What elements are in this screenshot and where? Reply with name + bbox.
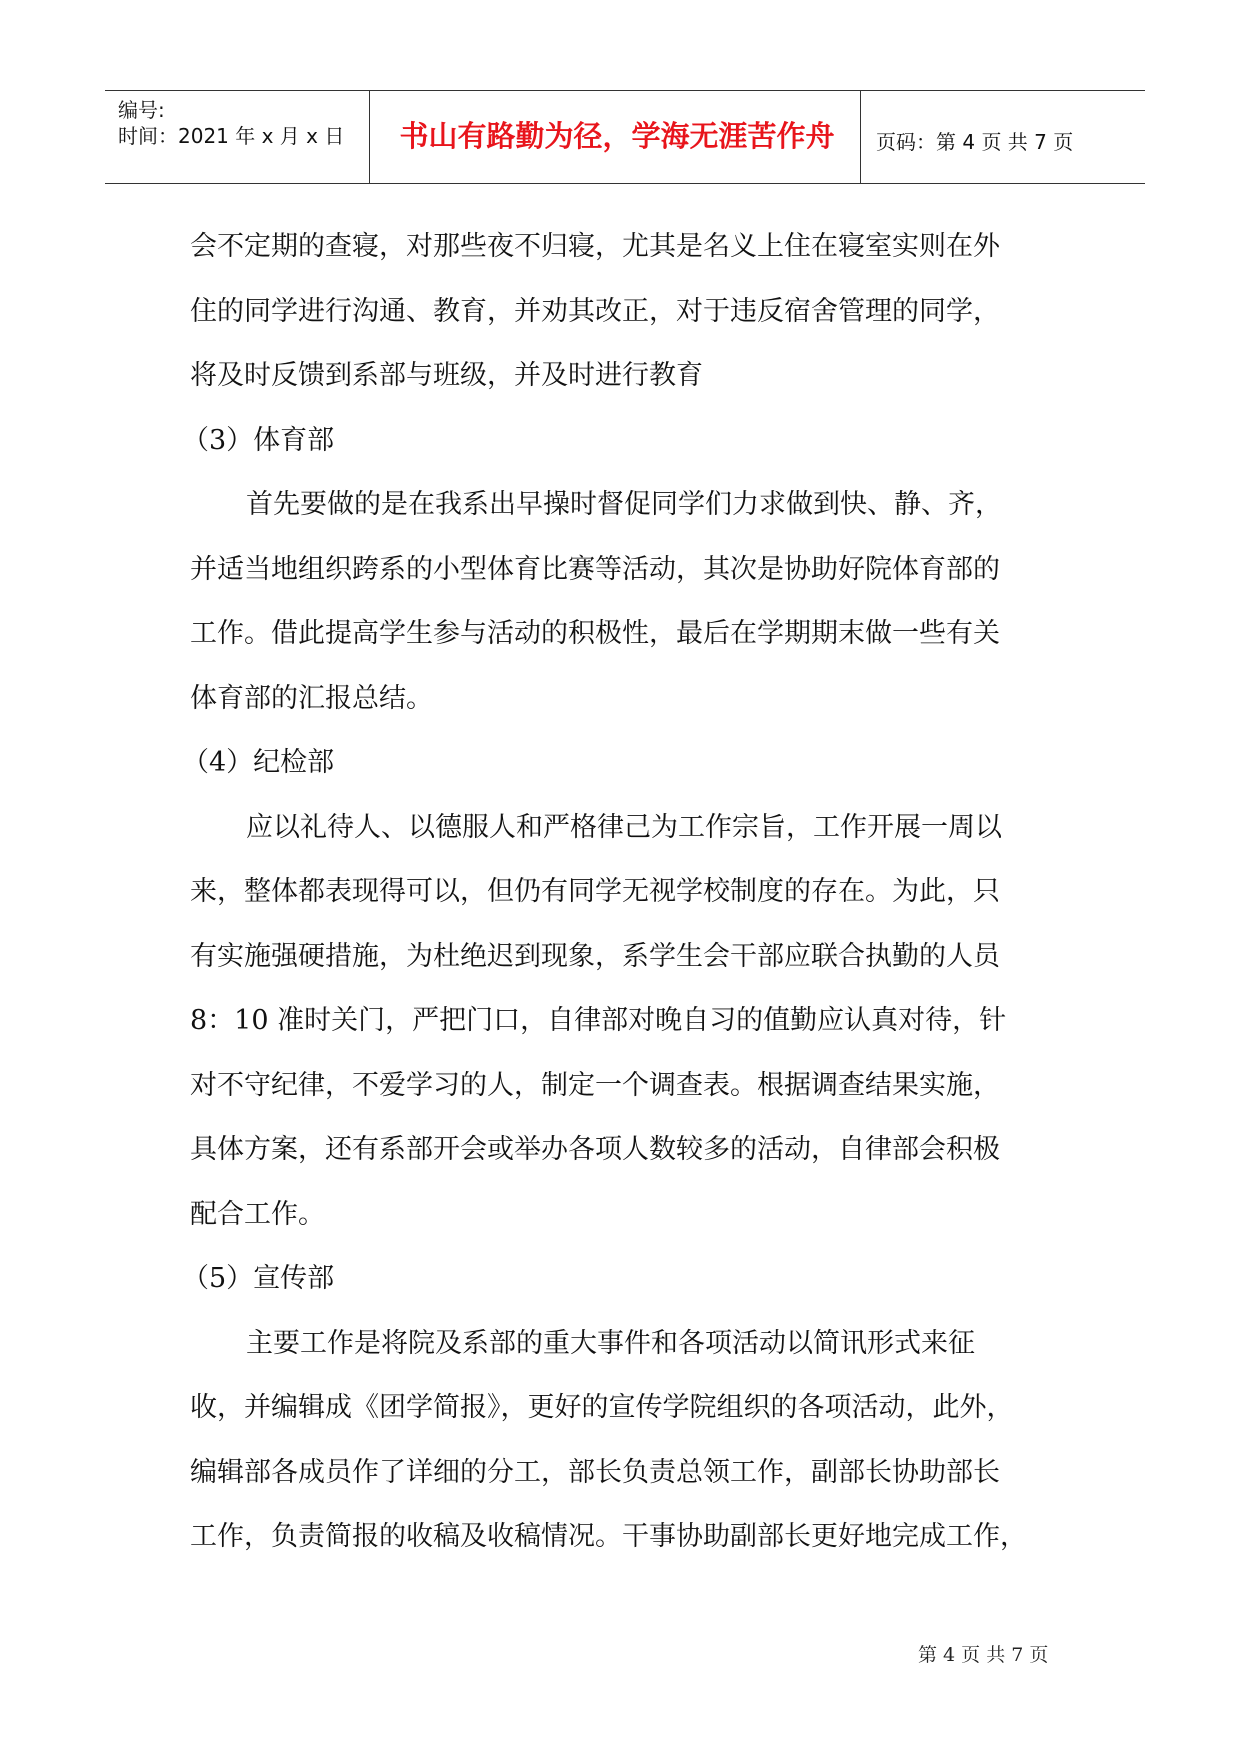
body-line: 住的同学进行沟通、教育，并劝其改正，对于违反宿舍管理的同学， xyxy=(190,296,1000,327)
body-line: 编辑部各成员作了详细的分工，部长负责总领工作，副部长协助部长 xyxy=(190,1457,1000,1488)
body-line: 有实施强硬措施，为杜绝迟到现象，系学生会干部应联合执勤的人员 xyxy=(190,941,1000,972)
body-line: 会不定期的查寝，对那些夜不归寝，尤其是名义上住在寝室实则在外 xyxy=(190,231,1000,262)
header-page-label: 页码：第 4 页 共 7 页 xyxy=(876,130,1074,154)
body-line: 配合工作。 xyxy=(190,1199,325,1230)
body-line: 对不守纪律，不爱学习的人，制定一个调查表。根据调查结果实施， xyxy=(190,1070,1000,1101)
body-line: 工作。借此提高学生参与活动的积极性，最后在学期期末做一些有关 xyxy=(190,618,1000,649)
body-line: 工作，负责简报的收稿及收稿情况。干事协助副部长更好地完成工作， xyxy=(190,1521,1027,1552)
header-number-label: 编号: xyxy=(118,98,165,122)
body-line: 体育部的汇报总结。 xyxy=(190,683,433,714)
header-motto: 书山有路勤为径，学海无涯苦作舟 xyxy=(399,119,835,153)
document-body xyxy=(182,0,1070,1754)
body-line: 并适当地组织跨系的小型体育比赛等活动，其次是协助好院体育部的 xyxy=(190,554,1000,585)
body-line: 8：10 准时关门，严把门口，自律部对晚自习的值勤应认真对待，针 xyxy=(190,1005,1007,1036)
header-time-label: 时间：2021 年 x 月 x 日 xyxy=(118,124,345,148)
body-line: 收，并编辑成《团学简报》，更好的宣传学院组织的各项活动，此外， xyxy=(190,1392,1014,1423)
body-line: 将及时反馈到系部与班级，并及时进行教育 xyxy=(190,360,703,391)
section-heading: （3）体育部 xyxy=(182,425,335,456)
page-footer: 第 4 页 共 7 页 xyxy=(918,1644,1049,1666)
section-heading: （4）纪检部 xyxy=(182,747,335,778)
section-heading: （5）宣传部 xyxy=(182,1263,335,1294)
body-line: 主要工作是将院及系部的重大事件和各项活动以简讯形式来征 xyxy=(246,1328,975,1359)
body-line: 具体方案，还有系部开会或举办各项人数较多的活动，自律部会积极 xyxy=(190,1134,1000,1165)
body-line: 来，整体都表现得可以，但仍有同学无视学校制度的存在。为此，只 xyxy=(190,876,1000,907)
body-line: 首先要做的是在我系出早操时督促同学们力求做到快、静、齐， xyxy=(246,489,1002,520)
body-line: 应以礼待人、以德服人和严格律己为工作宗旨，工作开展一周以 xyxy=(246,812,1002,843)
